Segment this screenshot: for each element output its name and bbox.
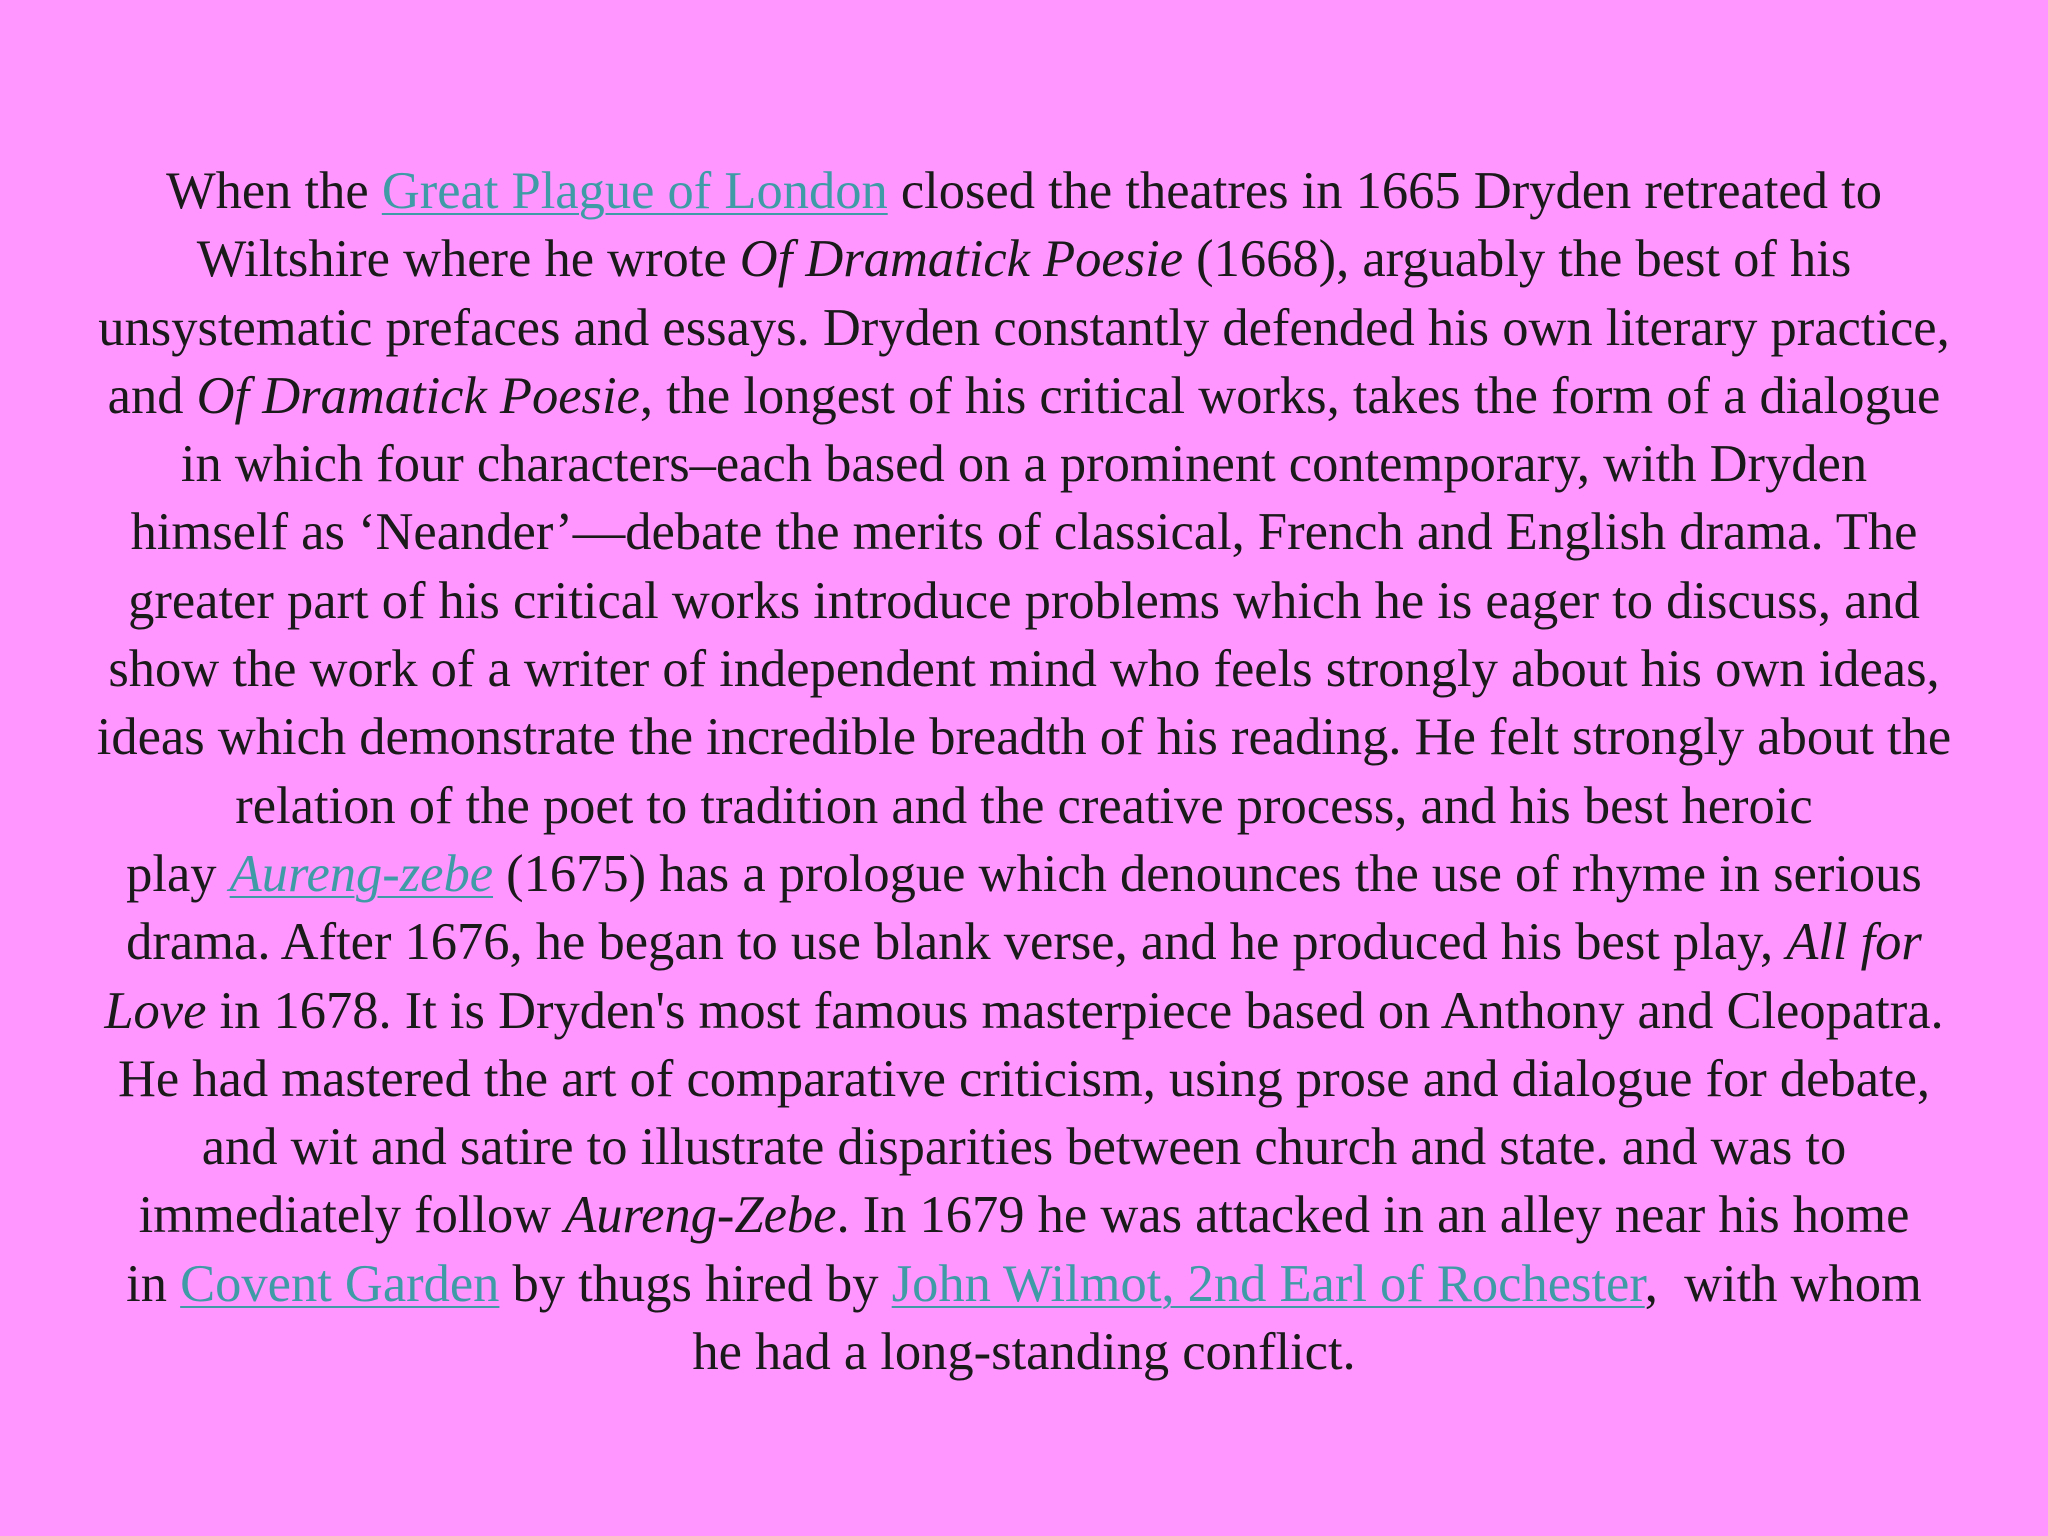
- text-run: he had a long-standing conflict.: [692, 1323, 1356, 1382]
- text-run: in 1678. It is Dryden's most famous masterpiece based on Anthony and Cleopatra.: [206, 981, 1944, 1040]
- hyperlink[interactable]: Great Plague of London: [381, 162, 888, 220]
- paragraph-line: [0, 977, 2048, 1045]
- text-run: himself as ‘Neander’—debate the merits of classical, French and English drama. The: [130, 503, 1918, 562]
- text-run: unsystematic prefaces and essays. Dryden constantly defended his own literary practice,: [98, 298, 1950, 357]
- paragraph-line: [0, 362, 2048, 430]
- paragraph-line: [0, 498, 2048, 566]
- text-run: play: [126, 844, 230, 903]
- text-run: by thugs hired by: [499, 1254, 892, 1313]
- paragraph-line: [0, 294, 2048, 362]
- text-run: (1675) has a prologue which denounces the use of rhyme in serious: [493, 844, 1922, 903]
- text-run: When the: [166, 162, 382, 220]
- paragraph-line: [0, 430, 2048, 498]
- paragraph-line: [0, 1113, 2048, 1181]
- paragraph-line: [0, 908, 2048, 976]
- italic-title-text: All for: [1786, 913, 1922, 972]
- italic-title-text: Love: [104, 981, 207, 1040]
- text-run: He had mastered the art of comparative criticism, using prose and dialogue for debate,: [117, 1049, 1931, 1108]
- paragraph-line: [0, 567, 2048, 635]
- text-run: , the longest of his critical works, takes the form of a dialogue: [639, 366, 1941, 425]
- text-run: immediately follow: [138, 1186, 565, 1245]
- text-run: relation of the poet to tradition and the creative process, and his best heroic: [235, 776, 1813, 835]
- text-run: , with whom: [1644, 1254, 1922, 1313]
- paragraph-line: [0, 1181, 2048, 1249]
- paragraph-line: [0, 703, 2048, 771]
- paragraph-line: [0, 635, 2048, 703]
- text-run: and: [107, 366, 197, 425]
- italic-title-text: Of Dramatick Poesie: [196, 366, 640, 425]
- paragraph-line: [0, 772, 2048, 840]
- paragraph-line: [0, 157, 2048, 225]
- body-paragraph: [0, 157, 2048, 1386]
- italic-title-text: Of Dramatick Poesie: [739, 230, 1184, 289]
- text-run: (1668), arguably the best of his: [1183, 230, 1852, 289]
- text-run: greater part of his critical works introduce problems which he is eager to discuss, and: [128, 571, 1920, 630]
- paragraph-line: [0, 840, 2048, 908]
- text-run: drama. After 1676, he began to use blank verse, and he produced his best play,: [126, 913, 1787, 972]
- text-run: in which four characters–each based on a prominent contemporary, with Dryden: [180, 435, 1868, 494]
- text-run: show the work of a writer of independent mind who feels strongly about his own ideas,: [108, 640, 1940, 699]
- text-run: ideas which demonstrate the incredible breadth of his reading. He felt strongly about the: [96, 708, 1952, 767]
- text-run: in: [126, 1254, 181, 1313]
- hyperlink[interactable]: Aureng-zebe: [229, 844, 494, 903]
- hyperlink[interactable]: John Wilmot, 2nd Earl of Rochester: [891, 1254, 1645, 1313]
- paragraph-line: [0, 1250, 2048, 1318]
- paragraph-line: [0, 1045, 2048, 1113]
- paragraph-line: [0, 1318, 2048, 1386]
- text-run: . In 1679 he was attacked in an alley near his home: [836, 1186, 1910, 1245]
- text-run: closed the theatres in 1665 Dryden retreated to: [887, 162, 1882, 220]
- text-run: and wit and satire to illustrate disparities between church and state. and was to: [201, 1118, 1847, 1177]
- paragraph-line: [0, 225, 2048, 293]
- hyperlink[interactable]: Covent Garden: [180, 1254, 500, 1313]
- text-run: Wiltshire where he wrote: [196, 230, 740, 289]
- italic-title-text: Aureng-Zebe: [564, 1186, 837, 1245]
